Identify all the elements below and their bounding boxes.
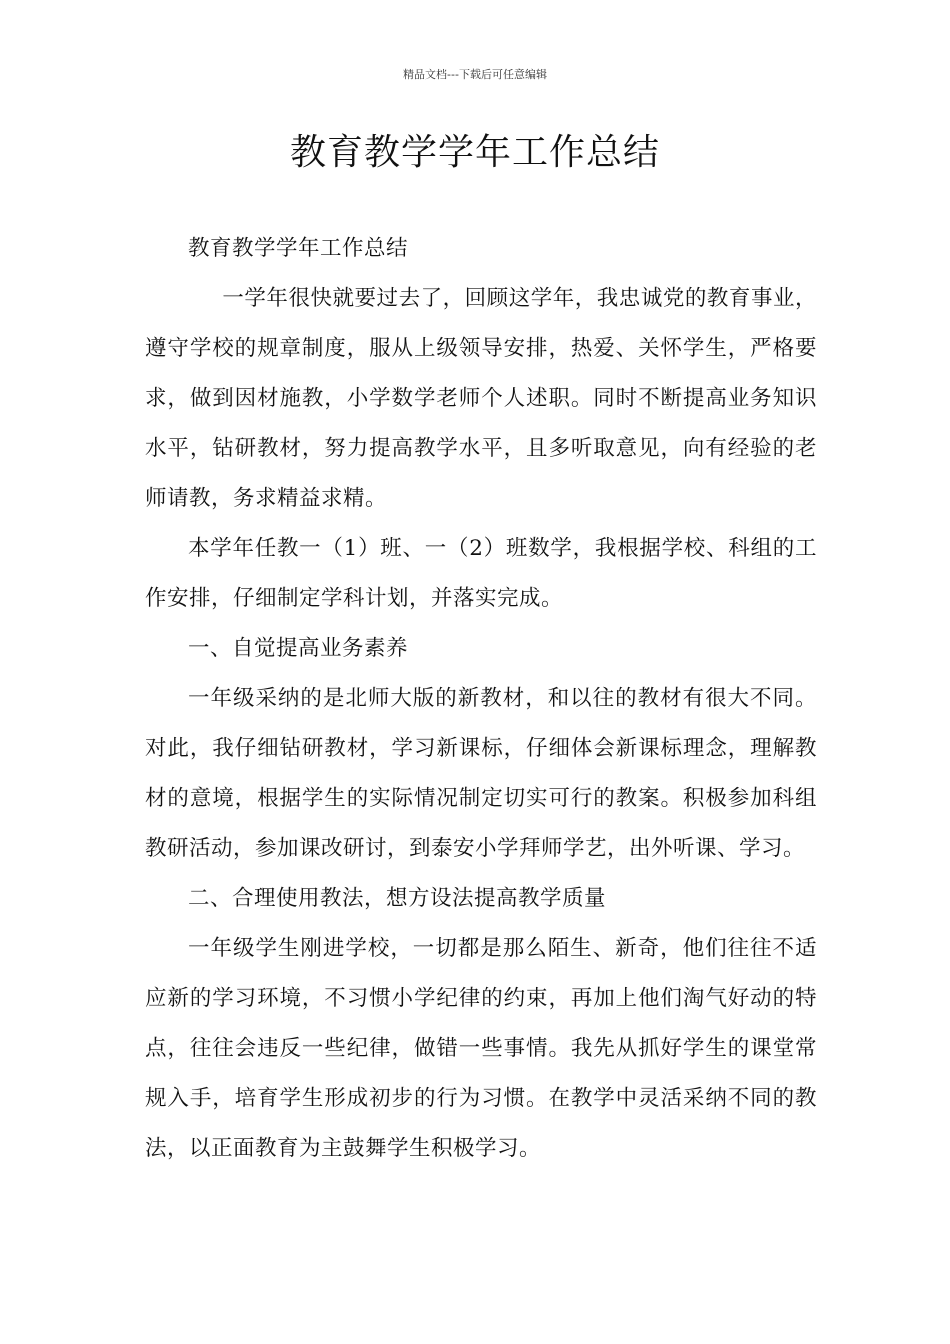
paragraph-intro: 一学年很快就要过去了，回顾这学年，我忠诚党的教育事业，遵守学校的规章制度，服从上级领导安排，热爱、关怀学生，严格要求，做到因材施教，小学数学老师个人述职。同时不断提高业务知识水平，钻研教材，努力提高教学水平，且多听取意见，向有经验的老师请教，务求精益求精。	[145, 286, 817, 511]
paragraph-subtitle: 教育教学学年工作总结	[188, 236, 409, 261]
section-heading-1: 一、自觉提高业务素养	[188, 636, 409, 661]
page-header: 精品文档---下载后可任意编辑	[403, 68, 547, 81]
paragraph-section-2: 一年级学生刚进学校，一切都是那么陌生、新奇，他们往往不适应新的学习环境，不习惯小学纪律的约束，再加上他们淘气好动的特点，往往会违反一些纪律，做错一些事情。我先从抓好学生的课堂常规入手，培育学生形成初步的行为习惯。在教学中灵活采纳不同的教法，以正面教育为主鼓舞学生积极学习。	[145, 936, 817, 1161]
document-body	[145, 224, 817, 1174]
paragraph-assignment: 本学年任教一（1）班、一（2）班数学，我根据学校、科组的工作安排，仔细制定学科计划，并落实完成。	[145, 536, 817, 611]
document-title: 教育教学学年工作总结	[289, 132, 660, 173]
paragraph-section-1: 一年级采纳的是北师大版的新教材，和以往的教材有很大不同。对此，我仔细钻研教材，学习新课标，仔细体会新课标理念，理解教材的意境，根据学生的实际情况制定切实可行的教案。积极参加科组教研活动，参加课改研讨，到泰安小学拜师学艺，出外听课、学习。	[145, 686, 817, 861]
section-heading-2: 二、合理使用教法，想方设法提高教学质量	[188, 886, 607, 911]
